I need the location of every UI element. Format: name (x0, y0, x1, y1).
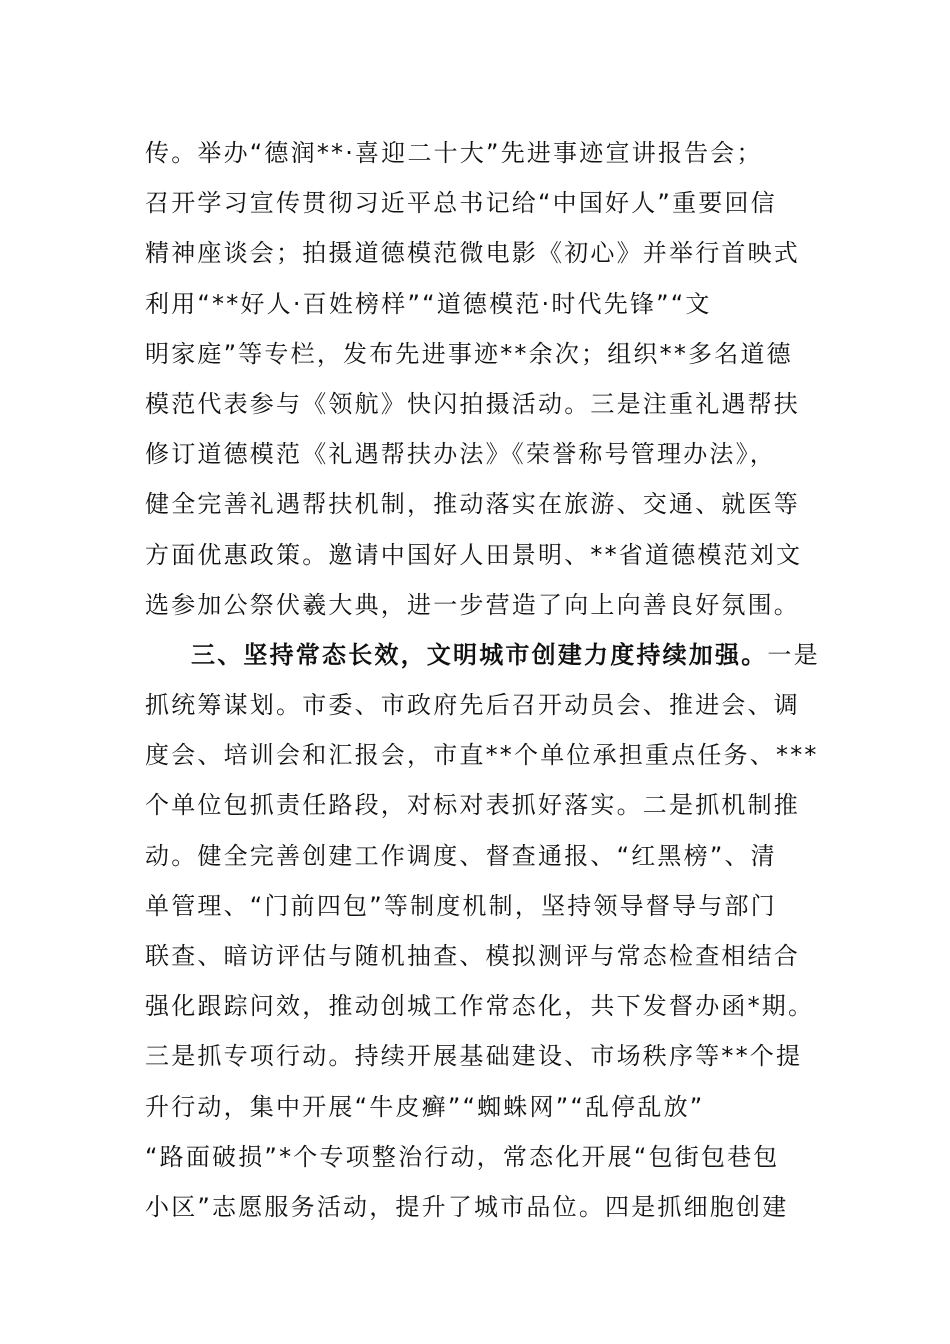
section-line: 度会、培训会和汇报会，市直**个单位承担重点任务、*** (145, 741, 819, 770)
section-heading-tail: 一是 (767, 640, 820, 669)
section-line: 个单位包抓责任路段，对标对表抓好落实。二是抓机制推 (145, 791, 800, 820)
section-line: 单管理、“门前四包”等制度机制，坚持领导督导与部门 (145, 891, 777, 920)
section-line: 动。健全完善创建工作调度、督查通报、“红黑榜”、清 (145, 841, 777, 870)
body-line: 方面优惠政策。邀请中国好人田景明、**省道德模范刘文 (145, 540, 803, 569)
body-line: 健全完善礼遇帮扶机制，推动落实在旅游、交通、就医等 (145, 490, 800, 519)
section-line: 抓统筹谋划。市委、市政府先后召开动员会、推进会、调 (145, 691, 800, 720)
section-line: 强化跟踪问效，推动创城工作常态化，共下发督办函*期。 (145, 992, 815, 1021)
section-line: 升行动，集中开展“牛皮癣”“蜘蛛网”“乱停乱放” (145, 1092, 705, 1121)
section-line: 联查、暗访评估与随机抽查、模拟测评与常态检查相结合 (145, 942, 800, 970)
section-line: “路面破损”*个专项整治行动，常态化开展“包街包巷包 (145, 1142, 780, 1171)
body-line: 召开学习宣传贯彻习近平总书记给“中国好人”重要回信 (145, 189, 777, 218)
section-heading: 三、坚持常态长效，文明城市创建力度持续加强。 (191, 640, 768, 669)
body-line: 选参加公祭伏羲大典，进一步营造了向上向善良好氛围。 (145, 590, 800, 619)
body-line: 修订道德模范《礼遇帮扶办法》《荣誉称号管理办法》， (145, 440, 776, 469)
body-line: 明家庭”等专栏，发布先进事迹**余次；组织**多名道德 (145, 339, 793, 368)
section-heading-line (145, 630, 820, 680)
section-line: 小区”志愿服务活动，提升了城市品位。四是抓细胞创建 (145, 1192, 789, 1221)
body-line: 传。举办“德润**·喜迎二十大”先进事迹宣讲报告会； (145, 139, 763, 167)
body-line: 精神座谈会；拍摄道德模范微电影《初心》并举行首映式 (145, 239, 800, 268)
body-line: 利用“**好人·百姓榜样”“道德模范·时代先锋”“文 (145, 289, 712, 318)
body-line: 模范代表参与《领航》快闪拍摄活动。三是注重礼遇帮扶 (145, 389, 800, 418)
document-body (145, 128, 820, 1232)
section-line: 三是抓专项行动。持续开展基础建设、市场秩序等**个提 (145, 1042, 803, 1071)
